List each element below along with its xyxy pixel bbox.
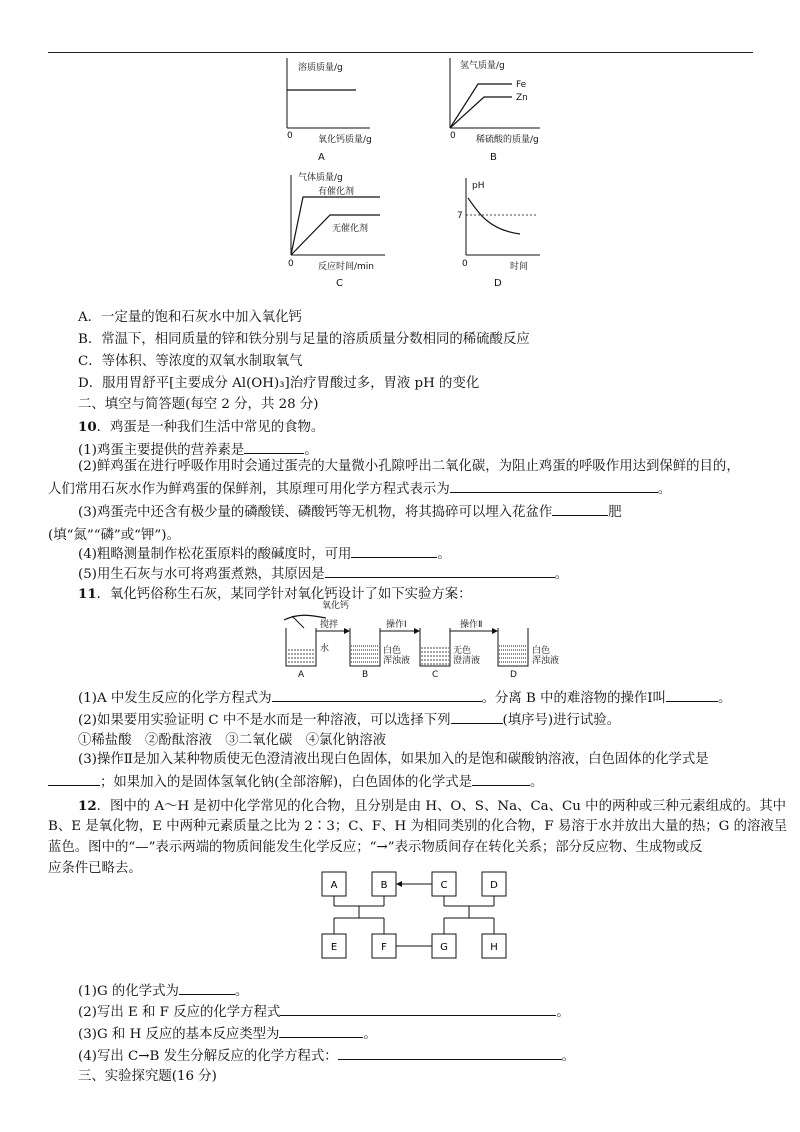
q11-blank-5[interactable]	[472, 772, 530, 786]
q10-blank-5[interactable]	[325, 564, 555, 578]
q10-p3b-text: 肥(填“氮”“磷”或	[48, 505, 622, 543]
q10-blank-1[interactable]	[244, 440, 304, 454]
q11-part1	[78, 688, 731, 708]
q10-blank-2[interactable]	[450, 479, 658, 493]
graph-c-series-nocat: 无催化剂	[332, 224, 369, 234]
graph-b-xlabel: 稀硫酸的质量/g	[476, 135, 539, 145]
graph-d-xlabel: 时间	[510, 262, 529, 272]
q11-part3	[48, 748, 753, 794]
q11-p1b-text: 。分离 B 中的难溶物的操作Ⅰ叫	[481, 691, 666, 706]
section2-heading: 二、填空与简答题(每空 2 分，共 28 分)	[78, 397, 319, 412]
q12-blank-1[interactable]	[179, 981, 235, 995]
q11-reagent-label: 氧化钙	[322, 601, 350, 611]
box-h: H	[490, 942, 498, 953]
q10-p2b-text: 人们常用石灰水作为鲜鸡蛋的保鲜剂，其原理可用化学方程式表示为	[48, 482, 450, 497]
graph-d	[457, 178, 540, 289]
q10-stem-text: ．鸡蛋是一种我们生活中常见的食物。	[96, 420, 325, 435]
q12-relation-diagram	[300, 868, 540, 968]
option-b: B．常温下，相同质量的锌和铁分别与足量的溶质质量分数相同的稀硫酸反应	[78, 332, 530, 347]
q12-p2-period: 。	[556, 1005, 570, 1020]
beaker-a-water-label: 水	[320, 644, 330, 654]
q12-stem-line1	[78, 797, 786, 816]
q12-blank-2[interactable]	[280, 1002, 556, 1016]
q12-stem-line2: B、E 是氧化物，E 中两种元素质量之比为 2∶3；C、F、H 为相同类别的化合物，F 易溶于水并放出大量的热；G 的溶液呈	[48, 819, 788, 834]
q11-p3-period: 。	[530, 775, 544, 790]
graph-d-ylabel: pH	[472, 181, 485, 191]
q10-p5-period: 。	[554, 567, 568, 582]
q11-blank-1[interactable]	[272, 688, 482, 702]
beaker-b-label-1: 白色	[383, 646, 402, 656]
q10-p2-period: 。	[657, 482, 672, 497]
beaker-b-letter: B	[362, 670, 369, 680]
graph-c-xlabel: 反应时间/min	[318, 262, 375, 272]
beaker-d	[498, 628, 559, 680]
q10-p3a-text: (3)鸡蛋壳中还含有极少量的磷酸镁、磷酸钙等无机物，将其捣碎可以埋入花盆作	[78, 505, 553, 520]
q10-part5	[78, 564, 568, 584]
graph-b	[450, 58, 540, 163]
option-c: C．等体积、等浓度的双氧水制取氧气	[78, 354, 303, 369]
q10-stem	[78, 418, 324, 437]
graph-a	[287, 58, 372, 163]
graph-b-series-zn: Zn	[516, 93, 528, 103]
q12-l1-text: ．图中的 A～H 是初中化学常见的化合物，且分别是由 H、O、S、Na、Ca、Cu 中的两种或三种元素组成的。其中	[96, 799, 787, 814]
q12-stem-line3: 蓝色。图中的“—”表示两端的物质间能发生化学反应；“→”表示物质间存在转化关系；部分反应物、生成物或反	[48, 840, 703, 855]
q10-part3	[48, 501, 753, 547]
graph-d-tick: 7	[457, 211, 463, 221]
beaker-a-letter: A	[298, 670, 305, 680]
option-a: A．一定量的饱和石灰水中加入氧化钙	[78, 310, 302, 325]
graph-b-ylabel: 氢气质量/g	[460, 61, 505, 71]
q12-part4	[78, 1046, 575, 1066]
q10-p4-period: 。	[437, 547, 451, 562]
graph-a-xlabel: 氧化钙质量/g	[318, 135, 372, 145]
q10-blank-4[interactable]	[351, 544, 437, 558]
box-g: G	[440, 942, 448, 953]
graphs-figure	[0, 0, 800, 300]
graph-b-series-fe: Fe	[516, 80, 527, 90]
q11-p3a-text: (3)操作Ⅱ是加入某种物质使无色澄清液出现白色固体，如果加入的是饱和碳酸钠溶液，白色固体的化学式是	[78, 752, 709, 767]
q12-part2	[78, 1002, 570, 1022]
step1-label: 搅拌	[320, 620, 339, 630]
q10-p1-period: 。	[304, 443, 318, 458]
q10-p3c-text: “钾”)。	[134, 528, 180, 543]
beaker-b	[350, 628, 410, 680]
graph-c-letter: C	[336, 278, 343, 289]
graph-d-origin: 0	[462, 259, 468, 269]
q11-blank-3[interactable]	[451, 710, 503, 724]
step3-label: 操作Ⅱ	[460, 620, 483, 630]
q12-p4-text: (4)写出 C→B 发生分解反应的化学方程式：	[78, 1049, 338, 1064]
graph-b-letter: B	[490, 152, 497, 163]
q12-blank-4[interactable]	[338, 1046, 562, 1060]
q11-part2	[78, 710, 620, 730]
step2-label: 操作Ⅰ	[386, 620, 407, 630]
q12-p1-text: (1)G 的化学式为	[78, 984, 179, 999]
q10-p2a-text: (2)鲜鸡蛋在进行呼吸作用时会通过蛋壳的大量微小孔隙呼出二氧化碳，为阻止鸡蛋的呼吸作用达到保鲜的目的，	[78, 459, 740, 474]
q11-p2b-text: (填序号)进行试验。	[502, 713, 621, 728]
box-b: B	[380, 880, 388, 891]
graph-b-origin: 0	[450, 131, 456, 141]
q11-p3b-text: ；如果加入的是固体氢氧化钠(全部溶解)，白色固体的化学式是	[100, 775, 472, 790]
beaker-c-label-2: 澄清液	[453, 656, 481, 666]
q12-part1	[78, 981, 248, 1001]
option-d: D．服用胃舒平[主要成分 Al(OH)₃]治疗胃酸过多，胃液 pH 的变化	[78, 376, 480, 391]
graph-c-series-cat: 有催化剂	[318, 187, 355, 197]
q12-p2-text: (2)写出 E 和 F 反应的化学方程式	[78, 1005, 281, 1020]
graph-a-letter: A	[318, 152, 325, 163]
beaker-d-label-2: 浑浊液	[532, 656, 560, 666]
q11-blank-2[interactable]	[666, 688, 718, 702]
section3-heading: 三、实验探究题(16 分)	[78, 1069, 217, 1084]
q11-choices: ①稀盐酸 ②酚酞溶液 ③二氧化碳 ④氯化钠溶液	[78, 733, 386, 748]
q10-p1-text: (1)鸡蛋主要提供的营养素是	[78, 443, 245, 458]
q12-blank-3[interactable]	[279, 1024, 363, 1038]
q11-blank-4[interactable]	[48, 772, 100, 786]
q11-p2a-text: (2)如果要用实验证明 C 中不是水而是一种溶液，可以选择下列	[78, 713, 451, 728]
q10-blank-3[interactable]	[552, 502, 608, 516]
q10-p5-text: (5)用生石灰与水可将鸡蛋煮熟，其原因是	[78, 567, 325, 582]
q11-number: 11	[78, 586, 97, 602]
q12-p1-period: 。	[234, 984, 249, 999]
graph-c-ylabel: 气体质量/g	[298, 173, 343, 183]
beaker-c-letter: C	[432, 670, 439, 680]
q12-stem-line4: 应条件已略去。	[48, 861, 142, 876]
q11-experiment-figure	[270, 598, 570, 682]
q12-p3-period: 。	[363, 1027, 377, 1042]
q12-number: 12	[78, 798, 97, 814]
box-f: F	[381, 942, 387, 953]
beaker-c	[420, 628, 480, 680]
box-d: D	[490, 880, 498, 891]
q10-number: 10	[78, 419, 97, 435]
box-a: A	[330, 880, 338, 891]
beaker-c-label-1: 无色	[453, 646, 472, 656]
q11-p1a-text: (1)A 中发生反应的化学方程式为	[78, 691, 272, 706]
box-e: E	[330, 942, 338, 953]
beaker-a	[286, 628, 329, 680]
q10-p4-text: (4)粗略测量制作松花蛋原料的酸碱度时，可用	[78, 547, 352, 562]
beaker-d-letter: D	[510, 670, 517, 680]
q11-p1-period: 。	[717, 691, 732, 706]
graph-c	[288, 171, 385, 289]
graph-a-origin: 0	[287, 131, 293, 141]
box-c: C	[440, 880, 448, 891]
graph-d-letter: D	[494, 278, 502, 289]
graph-a-ylabel: 溶质质量/g	[298, 63, 343, 73]
q11-stem-text: ．氧化钙俗称生石灰，某同学针对氧化钙设计了如下实验方案：	[96, 587, 472, 602]
q12-p3-text: (3)G 和 H 反应的基本反应类型为	[78, 1027, 280, 1042]
beaker-d-label-1: 白色	[532, 646, 551, 656]
graph-c-origin: 0	[288, 259, 294, 269]
q10-part4	[78, 544, 451, 564]
q12-part3	[78, 1024, 377, 1044]
q12-p4-period: 。	[561, 1049, 576, 1064]
q10-part2	[48, 455, 753, 501]
beaker-b-label-2: 浑浊液	[383, 656, 411, 666]
